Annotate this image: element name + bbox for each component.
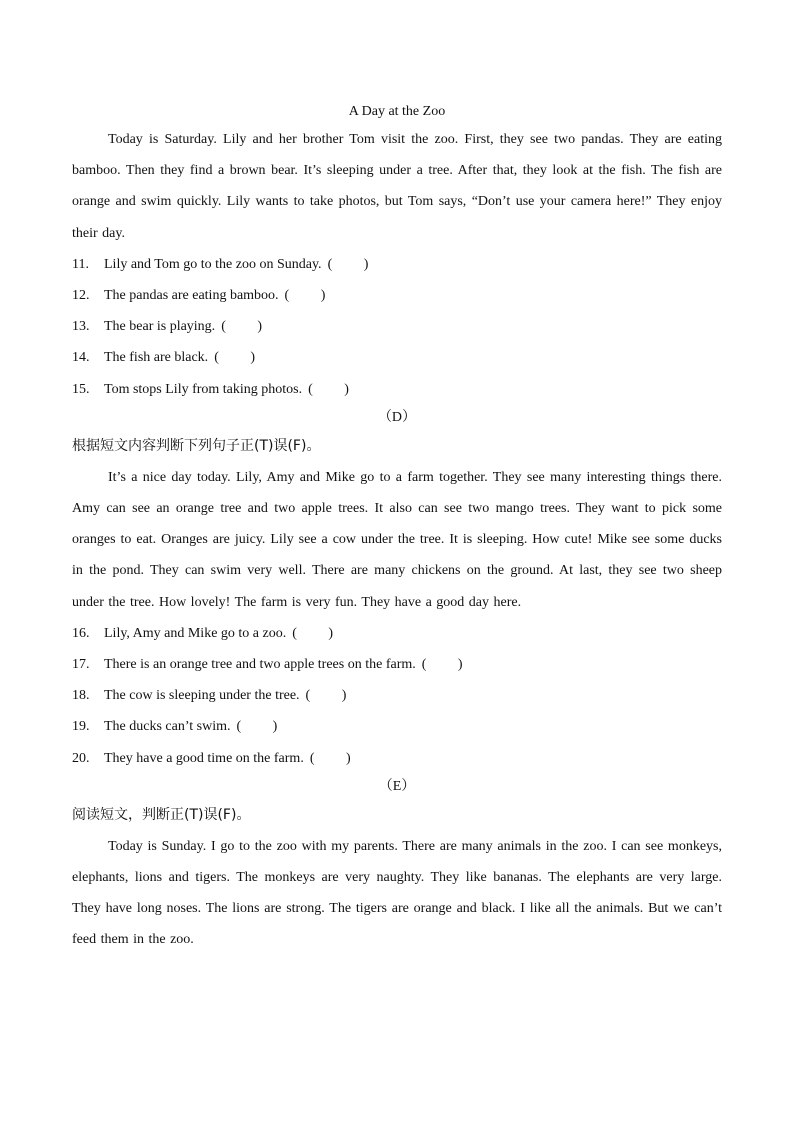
- question-number: 16.: [72, 625, 90, 641]
- question-number: 20.: [72, 750, 90, 766]
- answer-blank[interactable]: ( ): [292, 625, 334, 641]
- question-text: The ducks can’t swim.: [104, 719, 231, 735]
- question-18: [72, 680, 722, 711]
- question-text: Tom stops Lily from taking photos.: [104, 381, 303, 397]
- answer-blank[interactable]: ( ): [221, 319, 263, 335]
- passage-title: A Day at the Zoo: [348, 104, 446, 119]
- question-text: There is an orange tree and two apple trees on the farm.: [104, 656, 416, 672]
- question-number: 19.: [72, 719, 90, 735]
- question-19: [72, 711, 722, 742]
- answer-blank[interactable]: ( ): [309, 750, 351, 766]
- question-16: [72, 618, 722, 649]
- answer-blank[interactable]: ( ): [308, 381, 349, 397]
- question-text: The cow is sleeping under the tree.: [104, 688, 300, 704]
- answer-blank[interactable]: ( ): [236, 719, 278, 735]
- question-number: 11.: [72, 256, 89, 272]
- question-text: The bear is playing.: [104, 319, 216, 335]
- worksheet-page: [72, 100, 722, 956]
- section-d-text: It’s a nice day today. Lily, Amy and Mike go to a farm together. They see many interesting things there. Amy can see an orange tree and two apple trees. It also can see two mango trees. They want to pick some oranges to eat. Oranges are juicy. Lily see a cow under the tree. It is sleeping. How cute! Mike see some ducks in the pond. They can swim very well. There are many chickens on the ground. At last, they see two sheep under the tree. How lovely! The farm is very fun. They have a good day here.: [72, 469, 722, 610]
- answer-blank[interactable]: ( ): [284, 288, 326, 303]
- question-number: 13.: [72, 319, 90, 335]
- question-text: They have a good time on the farm.: [104, 750, 304, 766]
- passage-c-text: Today is Saturday. Lily and her brother Tom visit the zoo. First, they see two pandas. They are eating bamboo. Then they find a brown bear. It’s sleeping under a tree. After that, they look at the fish. The fish are orange and swim quickly. Lily wants to take photos, but Tom says, “Don’t use your camera here!” They enjoy their day.: [72, 132, 722, 241]
- question-20: [72, 743, 722, 774]
- passage-c-questions: [72, 249, 722, 405]
- question-14: [72, 342, 722, 373]
- section-d-label: （D）: [377, 409, 417, 425]
- section-e-text: Today is Sunday. I go to the zoo with my parents. There are many animals in the zoo. I can see monkeys, elephants, lions and tigers. The monkeys are very naughty. They like bananas. The elephants are very large. They have long noses. The lions are strong. The tigers are orange and black. I like all the animals. But we can’t feed them in the zoo.: [72, 838, 722, 948]
- question-text: The fish are black.: [104, 350, 209, 366]
- question-text: Lily, Amy and Mike go to a zoo.: [104, 625, 287, 641]
- question-number: 18.: [72, 688, 90, 704]
- question-11: [72, 249, 722, 280]
- answer-blank[interactable]: ( ): [214, 350, 256, 366]
- question-text: Lily and Tom go to the zoo on Sunday.: [104, 256, 322, 272]
- section-d-questions: [72, 618, 722, 774]
- section-d-instruction: 根据短文内容判断下列句子正(T)误(F)。: [72, 437, 321, 454]
- answer-blank[interactable]: ( ): [421, 656, 463, 672]
- question-12: [72, 280, 722, 311]
- question-13: [72, 311, 722, 342]
- section-e-instruction: 阅读短文，判断正(T)误(F)。: [72, 806, 251, 823]
- question-17: [72, 649, 722, 680]
- section-e-label: （E）: [378, 778, 416, 794]
- question-15: [72, 374, 722, 405]
- answer-blank[interactable]: ( ): [305, 688, 347, 704]
- question-number: 12.: [72, 288, 90, 303]
- answer-blank[interactable]: ( ): [327, 256, 369, 272]
- question-number: 15.: [72, 381, 90, 397]
- question-text: The pandas are eating bamboo.: [104, 288, 279, 303]
- question-number: 14.: [72, 350, 90, 366]
- question-number: 17.: [72, 656, 90, 672]
